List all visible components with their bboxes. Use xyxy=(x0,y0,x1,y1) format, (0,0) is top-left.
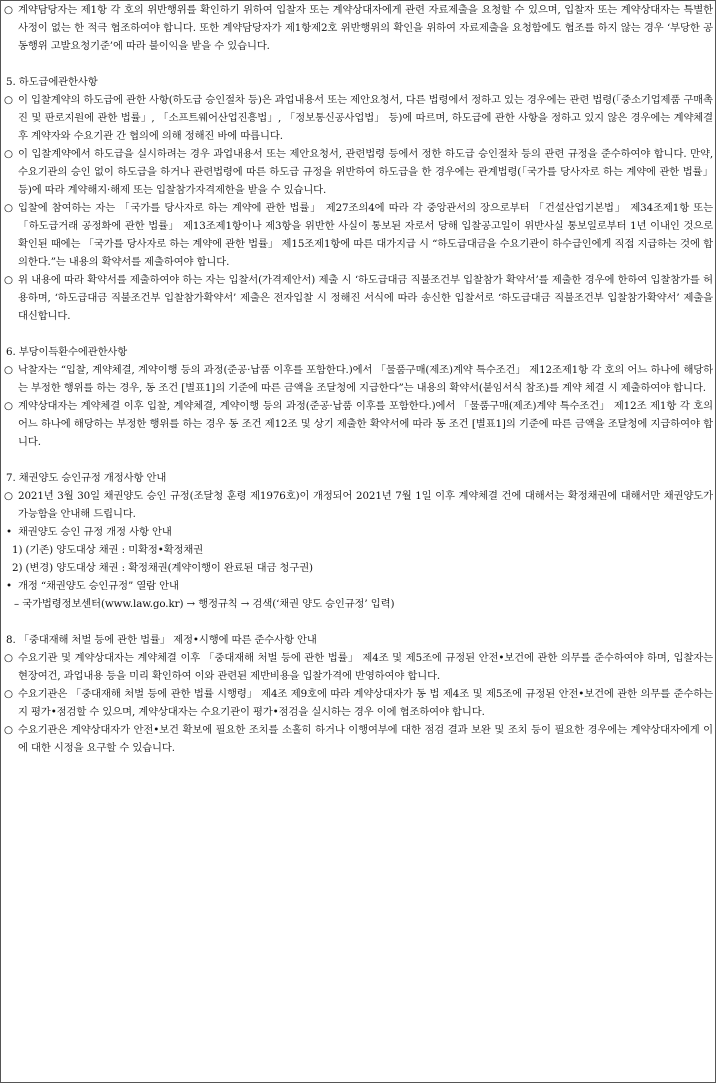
list-item xyxy=(4,397,713,451)
list-item xyxy=(4,361,713,397)
item-text: 위 내용에 따라 확약서를 제출하여야 하는 자는 입찰서(가격제안서) 제출 시 ‘하도급대금 직불조건부 입찰참가 확약서’를 제출한 경우에 한하여 입찰참가를 허용하며, ‘하도급대금 직불조건부 입찰참가확약서’ 제출은 전자입찰 시 정해진 서식에 따라 송신한 입찰서로 ‘하도급대금 직불조건부 입찰참가확약서’ 제출을 대신합니다. xyxy=(18,274,713,322)
list-item xyxy=(4,721,713,757)
list-item xyxy=(4,91,713,145)
item-marker: ○ xyxy=(4,274,13,286)
section-subcontract xyxy=(4,55,713,325)
item-marker: ○ xyxy=(4,364,13,376)
item-text: 채권양도 승인 규정 개정 사항 안내 xyxy=(18,526,172,538)
item-text: 1) (기존) 양도대상 채권 : 미확정•확정채권 xyxy=(12,544,204,556)
item-text: 수요기관은 계약상대자가 안전•보건 확보에 필요한 조치를 소홀히 하거나 이행여부에 대한 점검 결과 보완 및 조치 등이 필요한 경우에는 계약상대자에게 이에 대한 시정을 요구할 수 있습니다. xyxy=(18,724,713,754)
list-item xyxy=(4,1,713,55)
section-serious-accident xyxy=(4,613,713,757)
item-text: 계약상대자는 계약체결 이후 입찰, 계약체결, 계약이행 등의 과정(준공·납품 이후를 포함한다.)에서 「물품구매(제조)계약 특수조건」 제12조 제1항 각 호의 어느 하나에 해당하는 부정한 행위를 하는 경우 동 조건 제12조 및 상기 제출한 확약서에 따라 동 조건 [별표1]의 기준에 따른 금액을 조달청에 지급하여야 합니다. xyxy=(18,400,713,448)
section-heading: 6. 부당이득환수에관한사항 xyxy=(6,346,128,358)
item-marker: ○ xyxy=(4,688,13,700)
item-text: 낙찰자는 “입찰, 계약체결, 계약이행 등의 과정(준공·납품 이후를 포함한다.)에서 「물품구매(제조)계약 특수조건」 제12조제1항 각 호의 어느 하나에 해당하는 부정한 행위를 하는 경우, 동 조건 [별표1]의 기준에 따른 금액을 조달청에 지급한다”는 내용의 확약서(붙임서식 참조)를 계약 체결 시 제출하여야 합니다. xyxy=(18,364,713,394)
item-marker: ○ xyxy=(4,202,13,214)
section-heading: 5. 하도급에관한사항 xyxy=(6,76,98,88)
item-text: 수요기관 및 계약상대자는 계약체결 이후 「중대재해 처벌 등에 관한 법률」 제4조 및 제5조에 규정된 안전•보건에 관한 의무를 준수하여야 하며, 입찰자는 현장여건, 과업내용 등을 미리 확인하여 이와 관련된 제반비용을 입찰가격에 반영하여야 합니다. xyxy=(18,652,713,682)
item-marker: • xyxy=(6,580,12,592)
sub-item xyxy=(4,559,713,577)
sub-item xyxy=(4,541,713,559)
item-marker: ○ xyxy=(4,490,13,502)
section-heading: 7. 채권양도 승인규정 개정사항 안내 xyxy=(6,472,167,484)
section-spacer xyxy=(4,451,713,469)
list-item xyxy=(4,649,713,685)
list-item xyxy=(4,271,713,325)
list-item xyxy=(4,145,713,199)
dash-item xyxy=(4,595,713,613)
item-text: 이 입찰계약의 하도급에 관한 사항(하도급 승인절차 등)은 과업내용서 또는 제안요청서, 다른 법령에서 정하고 있는 경우에는 관련 법령(「중소기업제품 구매촉진 및 판로지원에 관한 법률」, 「소프트웨어산업진흥법」, 「정보통신공사업법」 등)에 따르며, 하도급에 관한 사항을 정하고 있지 않은 경우에는 계약체결 후 계약자와 수요기관 간 협의에 의해 정해진 바에 따릅니다. xyxy=(18,94,713,142)
document-body xyxy=(4,1,713,757)
item-text: 수요기관은 「중대재해 처벌 등에 관한 법률 시행령」 제4조 제9호에 따라 계약상대자가 동 법 제4조 및 제5조에 규정된 안전•보건에 관한 의무를 준수하는지 평가•점검할 수 있으며, 계약상대자는 수요기관이 평가•점검을 실시하는 경우 이에 협조하여야 합니다. xyxy=(18,688,713,718)
bullet-item xyxy=(4,577,713,595)
item-text: 이 입찰계약에서 하도급을 실시하려는 경우 과업내용서 또는 제안요청서, 관련법령 등에서 정한 하도급 승인절차 등의 관련 규정을 준수하여야 합니다. 만약, 수요기관의 승인 없이 하도급을 하거나 관련법령에 따른 하도급 규정을 위반하여 하도급을 한 경우에는 관계법령(「국가를 당사자로 하는 계약에 관한 법률」 등)에 따라 계약해지·해제 또는 입찰참가자격제한을 받을 수 있습니다. xyxy=(18,148,713,196)
item-text: 입찰에 참여하는 자는 「국가를 당사자로 하는 계약에 관한 법률」 제27조의4에 따라 각 중앙관서의 장으로부터 「건설산업기본법」 제34조제1항 또는 「하도급거래 공정화에 관한 법률」 제13조제1항이나 제3항을 위반한 사실이 통보된 자로서 당해 입찰공고일이 위반사실 통보일로부터 1년 이내인 것으로 확인된 때에는 「국가를 당사자로 하는 계약에 관한 법률」 제15조제1항에 따른 대가지급 시 “하도급대금을 수요기관이 하수급인에게 직접 지급하는 것에 합의한다.”는 내용의 확약서를 제출하여야 합니다. xyxy=(18,202,713,268)
item-marker: • xyxy=(6,526,12,538)
list-item xyxy=(4,685,713,721)
item-marker: ○ xyxy=(4,724,13,736)
bullet-item xyxy=(4,523,713,541)
item-marker: ○ xyxy=(4,94,13,106)
item-text: 개정 “채권양도 승인규정” 열람 안내 xyxy=(18,580,179,592)
section-spacer xyxy=(4,325,713,343)
item-marker: ○ xyxy=(4,400,13,412)
section-spacer xyxy=(4,55,713,73)
item-text: – 국가법령정보센터(www.law.go.kr) → 행정규칙 → 검색(‘채권 양도 승인규정’ 입력) xyxy=(14,598,395,610)
list-item xyxy=(4,199,713,271)
section-assignment xyxy=(4,451,713,613)
item-text: 2) (변경) 양도대상 채권 : 확정채권(계약이행이 완료된 대금 청구권) xyxy=(12,562,313,574)
item-text: 계약담당자는 제1항 각 호의 위반행위를 확인하기 위하여 입찰자 또는 계약상대자에게 관련 자료제출을 요청할 수 있으며, 입찰자 또는 계약상대자는 특별한 사정이 없는 한 적극 협조하여야 합니다. 또한 계약담당자가 제1항제2호 위반행위의 확인을 위하여 자료제출을 요청함에도 협조를 하지 않는 경우 ‘부당한 공동행위 고발요청기준’에 따라 불이익을 받을 수 있습니다. xyxy=(18,4,713,52)
list-item xyxy=(4,487,713,523)
section-spacer xyxy=(4,613,713,631)
section-intro xyxy=(4,1,713,55)
item-marker: ○ xyxy=(4,652,13,664)
item-marker: ○ xyxy=(4,148,13,160)
item-marker: ○ xyxy=(4,4,13,16)
section-unjust-gain xyxy=(4,325,713,451)
section-heading: 8. 「중대재해 처벌 등에 관한 법률」 제정•시행에 따른 준수사항 안내 xyxy=(6,634,317,646)
item-text: 2021년 3월 30일 채권양도 승인 규정(조달청 훈령 제1976호)이 개정되어 2021년 7월 1일 이후 계약체결 건에 대해서는 확정채권에 대해서만 채권양도가 가능함을 안내해 드립니다. xyxy=(18,490,713,520)
